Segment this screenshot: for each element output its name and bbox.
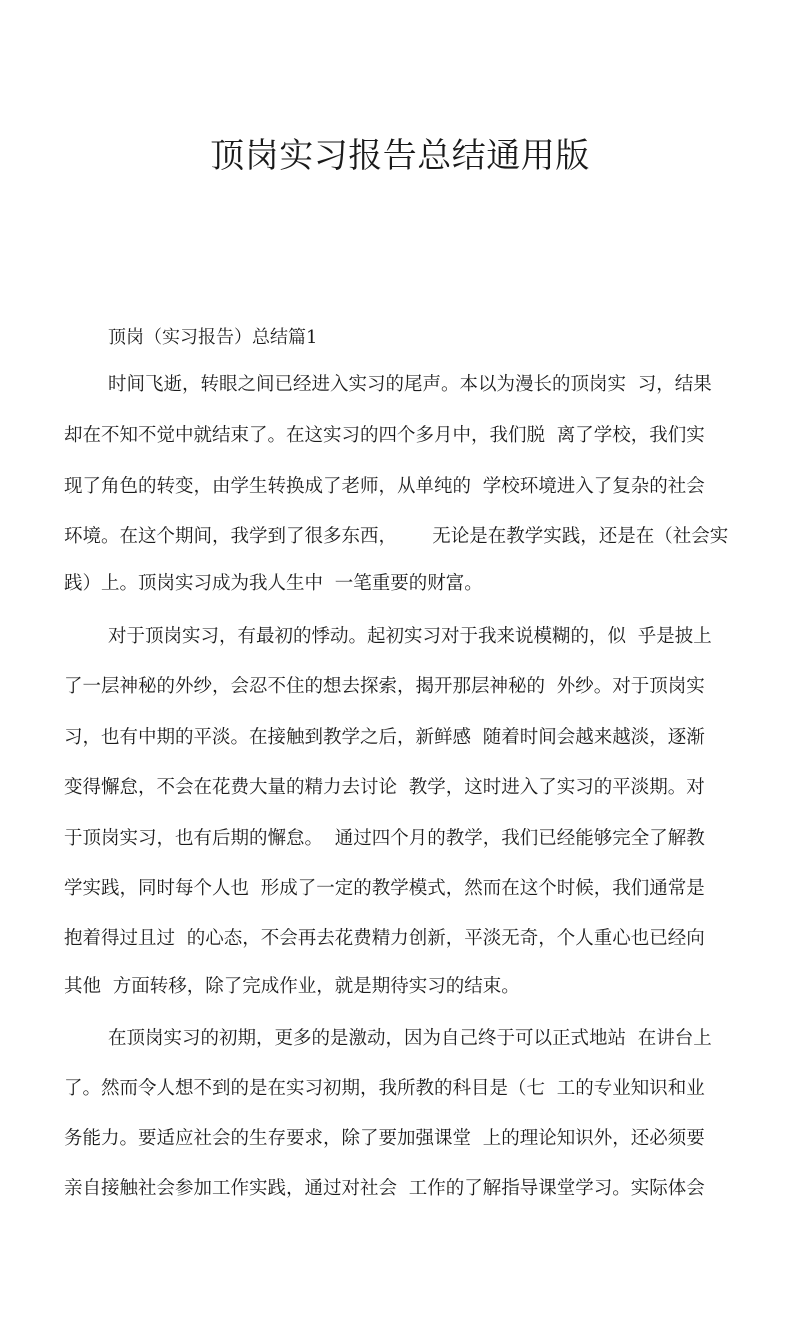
- paragraph-1-line-2: 却在不知不觉中就结束了。在这实习的四个多月中，我们脱 离了学校，我们实: [64, 425, 705, 446]
- paragraph-2-line-8: 其他 方面转移，除了完成作业，就是期待实习的结束。: [64, 976, 520, 997]
- paragraph-3-line-1: 在顶岗实习的初期，更多的是激动，因为自己终于可以正式地站 在讲台上: [108, 1028, 712, 1049]
- paragraph-2-line-3: 习，也有中期的平淡。在接触到教学之后，新鲜感 随着时间会越来越淡，逐渐: [64, 727, 705, 748]
- paragraph-1-line-1: 时间飞逝，转眼之间已经进入实习的尾声。本以为漫长的顶岗实 习，结果: [108, 374, 712, 395]
- paragraph-2-line-4: 变得懈怠，不会在花费大量的精力去讨论 教学，这时进入了实习的平淡期。对: [64, 777, 705, 798]
- paragraph-2-line-2: 了一层神秘的外纱，会忍不住的想去探索，揭开那层神秘的 外纱。对于顶岗实: [64, 676, 705, 697]
- paragraph-3-line-2: 了。然而令人想不到的是在实习初期，我所教的科目是（七 工的专业知识和业: [64, 1078, 705, 1099]
- paragraph-2-line-6: 学实践，同时每个人也 形成了一定的教学模式，然而在这个时候，我们通常是: [64, 878, 705, 899]
- paragraph-3-line-4: 亲自接触社会参加工作实践，通过对社会 工作的了解指导课堂学习。实际体会: [64, 1178, 705, 1199]
- paragraph-2-line-1: 对于顶岗实习，有最初的悸动。起初实习对于我来说模糊的，似 乎是披上: [108, 626, 712, 647]
- paragraph-1-line-3: 现了角色的转变，由学生转换成了老师，从单纯的 学校环境进入了复杂的社会: [64, 476, 705, 497]
- paragraph-1-line-4: 环境。在这个期间，我学到了很多东西， 无论是在教学实践，还是在（社会实: [64, 526, 729, 547]
- paragraph-1-line-5: 践）上。顶岗实习成为我人生中 一笔重要的财富。: [64, 573, 483, 594]
- paragraph-3-line-3: 务能力。要适应社会的生存要求，除了要加强课堂 上的理论知识外，还必须要: [64, 1128, 705, 1149]
- paragraph-2-line-7: 抱着得过且过 的心态，不会再去花费精力创新，平淡无奇，个人重心也已经向: [64, 928, 705, 949]
- document-title: 顶岗实习报告总结通用版: [210, 136, 590, 176]
- section-heading: 顶岗（实习报告）总结篇1: [108, 327, 318, 348]
- paragraph-2-line-5: 于顶岗实习，也有后期的懈怠。 通过四个月的教学，我们已经能够完全了解教: [64, 828, 705, 849]
